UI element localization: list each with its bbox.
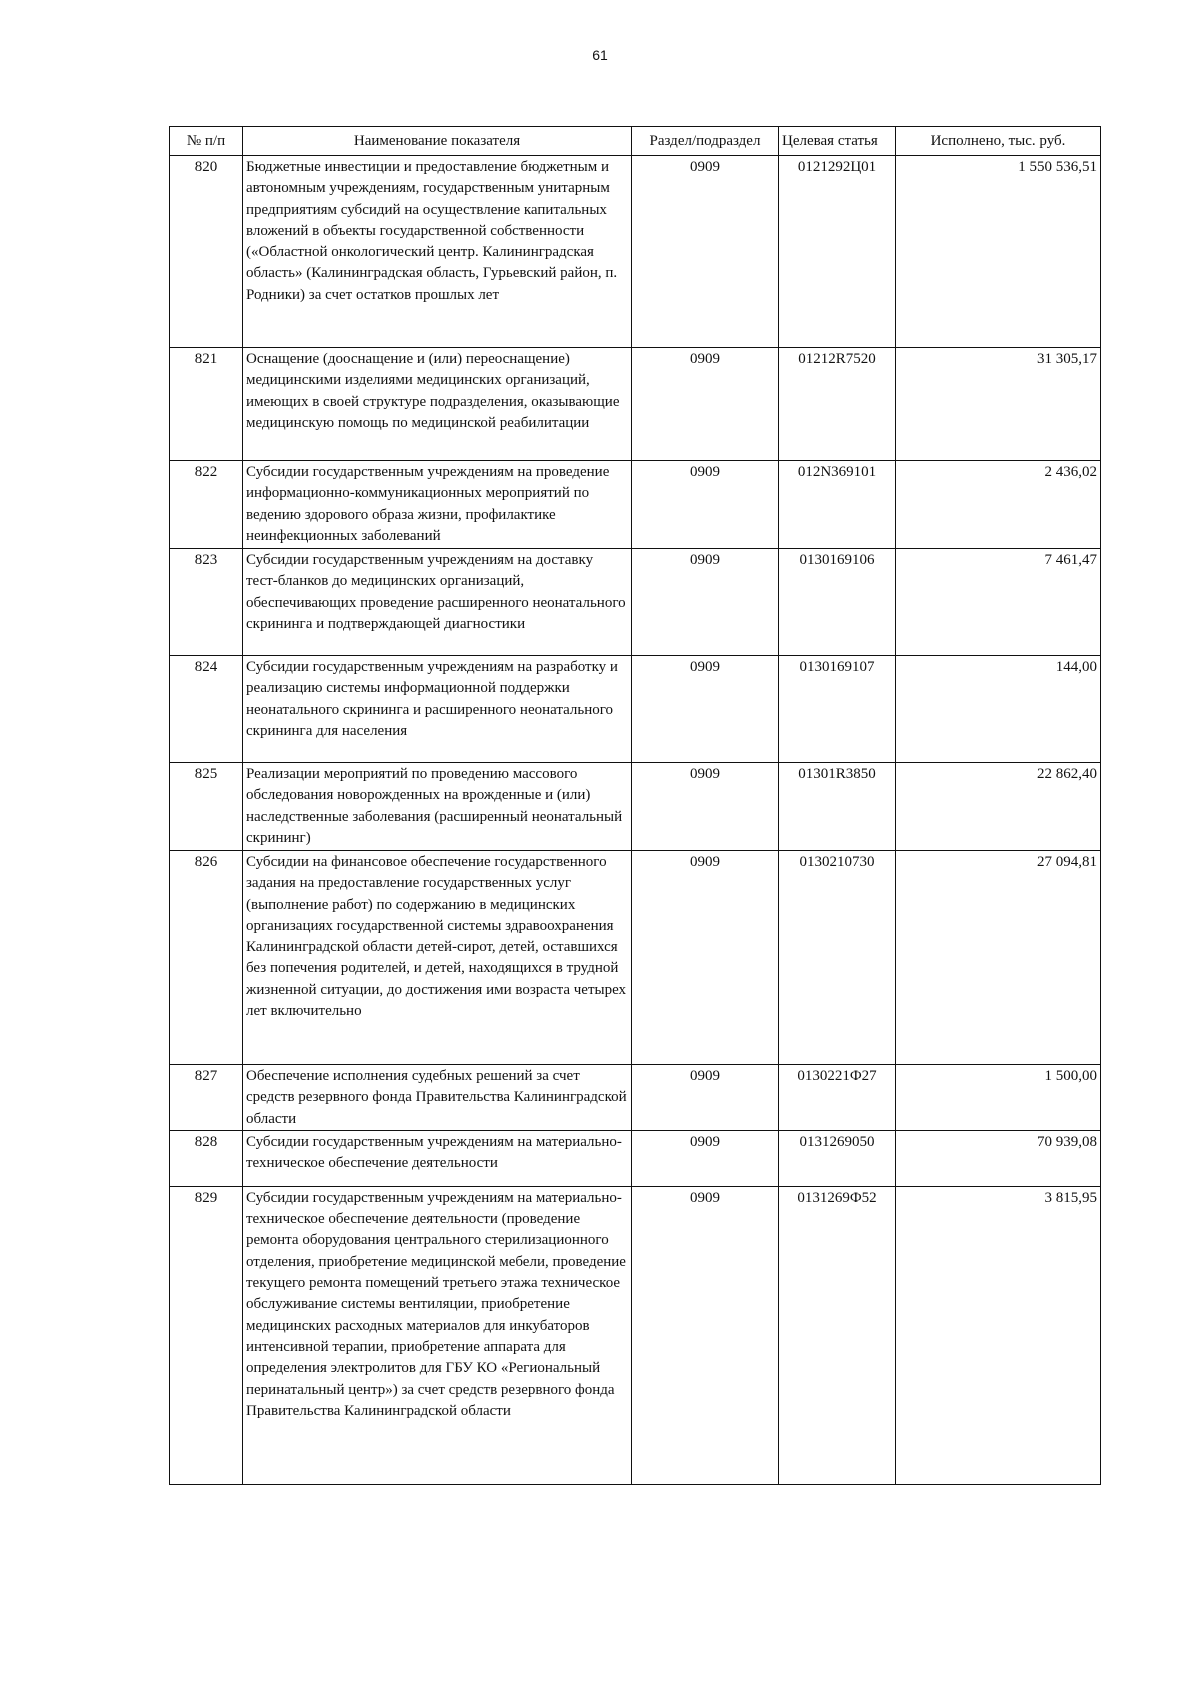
row-name: Субсидии государственным учреждениям на разработку и реализацию системы информационной поддержки неонатального скрининга и расширенного неонатального скрининга для населения	[243, 656, 632, 763]
row-section: 0909	[632, 851, 779, 1065]
row-num: 821	[170, 348, 243, 461]
row-amount: 144,00	[896, 656, 1101, 763]
row-section: 0909	[632, 1065, 779, 1131]
row-article: 01301R3850	[779, 763, 896, 851]
row-section: 0909	[632, 1186, 779, 1484]
row-name: Бюджетные инвестиции и предоставление бюджетным и автономным учреждениям, государственным унитарным предприятиям субсидий на осуществление капитальных вложений в объекты государственной собственности («Областной онкологический центр. Калининградская область» (Калининградская область, Гурьевский район, п. Родники) за счет остатков прошлых лет	[243, 156, 632, 348]
budget-table	[169, 126, 1101, 1485]
row-article: 0130169107	[779, 656, 896, 763]
row-name: Обеспечение исполнения судебных решений за счет средств резервного фонда Правительства Калининградской области	[243, 1065, 632, 1131]
table-row	[170, 1130, 1101, 1186]
table-row	[170, 1065, 1101, 1131]
row-num: 820	[170, 156, 243, 348]
row-num: 825	[170, 763, 243, 851]
row-num: 828	[170, 1130, 243, 1186]
row-name: Субсидии государственным учреждениям на доставку тест-бланков до медицинских организаций, обеспечивающих проведение расширенного неонатального скрининга и подтверждающей диагностики	[243, 549, 632, 656]
table-row	[170, 348, 1101, 461]
table-header-row	[170, 127, 1101, 156]
row-amount: 70 939,08	[896, 1130, 1101, 1186]
row-name: Субсидии государственным учреждениям на материально-техническое обеспечение деятельности	[243, 1130, 632, 1186]
row-amount: 2 436,02	[896, 461, 1101, 549]
row-num: 823	[170, 549, 243, 656]
row-amount: 7 461,47	[896, 549, 1101, 656]
header-num: № п/п	[170, 127, 243, 156]
header-section: Раздел/подраздел	[632, 127, 779, 156]
row-amount: 1 500,00	[896, 1065, 1101, 1131]
row-amount: 1 550 536,51	[896, 156, 1101, 348]
table-row	[170, 763, 1101, 851]
row-name: Субсидии на финансовое обеспечение государственного задания на предоставление государственных услуг (выполнение работ) по содержанию в медицинских организациях государственной системы здравоохранения Калининградской области детей-сирот, детей, оставшихся без попечения родителей, и детей, находящихся в трудной жизненной ситуации, до достижения ими возраста четырех лет включительно	[243, 851, 632, 1065]
row-article: 01212R7520	[779, 348, 896, 461]
table-row	[170, 656, 1101, 763]
row-article: 0121292Ц01	[779, 156, 896, 348]
row-name: Реализации мероприятий по проведению массового обследования новорожденных на врожденные и (или) наследственные заболевания (расширенный неонатальный скрининг)	[243, 763, 632, 851]
row-amount: 31 305,17	[896, 348, 1101, 461]
row-article: 0130210730	[779, 851, 896, 1065]
row-article: 0131269050	[779, 1130, 896, 1186]
row-article: 012N369101	[779, 461, 896, 549]
row-article: 0130169106	[779, 549, 896, 656]
header-article: Целевая статья	[779, 127, 896, 156]
header-amount: Исполнено, тыс. руб.	[896, 127, 1101, 156]
row-section: 0909	[632, 656, 779, 763]
row-num: 827	[170, 1065, 243, 1131]
table-row	[170, 1186, 1101, 1484]
row-section: 0909	[632, 763, 779, 851]
row-name: Оснащение (дооснащение и (или) переоснащение) медицинскими изделиями медицинских организаций, имеющих в своей структуре подразделения, оказывающие медицинскую помощь по медицинской реабилитации	[243, 348, 632, 461]
row-amount: 3 815,95	[896, 1186, 1101, 1484]
row-section: 0909	[632, 549, 779, 656]
row-num: 826	[170, 851, 243, 1065]
row-section: 0909	[632, 156, 779, 348]
row-name: Субсидии государственным учреждениям на материально-техническое обеспечение деятельности (проведение ремонта оборудования центрального стерилизационного отделения, приобретение медицинской мебели, проведение текущего ремонта помещений третьего этажа техническое обслуживание системы вентиляции, приобретение медицинских расходных материалов для инкубаторов интенсивной терапии, приобретение аппарата для определения электролитов для ГБУ КО «Региональный перинатальный центр») за счет средств резервного фонда Правительства Калининградской области	[243, 1186, 632, 1484]
table-row	[170, 461, 1101, 549]
table-row	[170, 549, 1101, 656]
row-section: 0909	[632, 348, 779, 461]
row-amount: 27 094,81	[896, 851, 1101, 1065]
row-num: 824	[170, 656, 243, 763]
row-num: 822	[170, 461, 243, 549]
row-section: 0909	[632, 1130, 779, 1186]
table-row	[170, 156, 1101, 348]
header-name: Наименование показателя	[243, 127, 632, 156]
row-amount: 22 862,40	[896, 763, 1101, 851]
row-article: 0131269Ф52	[779, 1186, 896, 1484]
table-row	[170, 851, 1101, 1065]
row-name: Субсидии государственным учреждениям на проведение информационно-коммуникационных мероприятий по ведению здорового образа жизни, профилактике неинфекционных заболеваний	[243, 461, 632, 549]
row-num: 829	[170, 1186, 243, 1484]
page-number: 61	[592, 47, 608, 63]
row-article: 0130221Ф27	[779, 1065, 896, 1131]
row-section: 0909	[632, 461, 779, 549]
